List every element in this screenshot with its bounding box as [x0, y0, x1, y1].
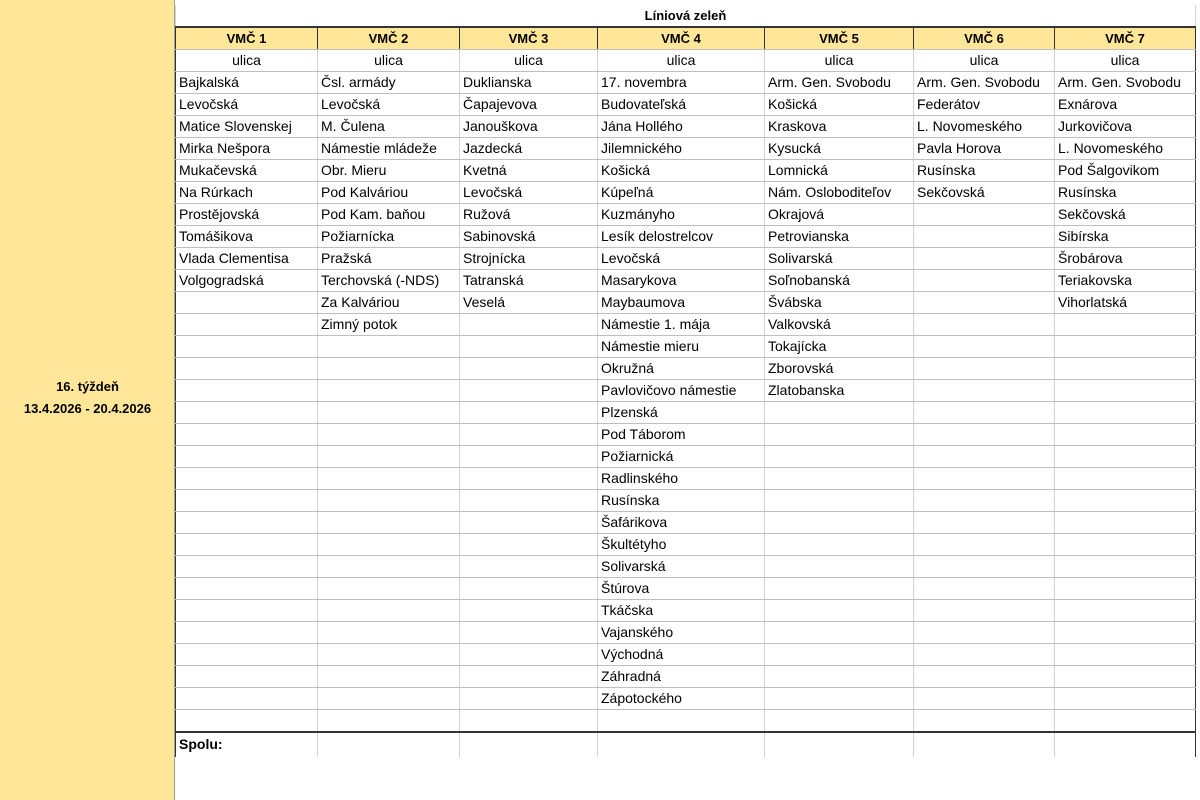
street-cell: Námestie 1. mája — [598, 314, 765, 336]
street-cell: Kuzmányho — [598, 204, 765, 226]
street-cell: Čsl. armády — [318, 72, 460, 94]
street-cell — [176, 666, 318, 688]
street-cell: Požiarnícka — [318, 226, 460, 248]
column-header: VMČ 3 — [460, 27, 598, 50]
column-header: VMČ 7 — [1055, 27, 1196, 50]
street-cell — [460, 556, 598, 578]
street-cell — [176, 578, 318, 600]
street-cell — [1055, 688, 1196, 710]
street-cell: Exnárova — [1055, 94, 1196, 116]
table-row — [176, 182, 1196, 204]
linear-greenery-table — [175, 5, 1196, 757]
table-row — [176, 314, 1196, 336]
street-cell: Bajkalská — [176, 72, 318, 94]
street-cell — [176, 292, 318, 314]
table-row — [176, 578, 1196, 600]
total-cell — [318, 732, 460, 757]
street-cell — [318, 336, 460, 358]
street-cell: Štúrova — [598, 578, 765, 600]
street-cell — [914, 556, 1055, 578]
street-cell — [460, 402, 598, 424]
street-cell — [914, 622, 1055, 644]
street-cell — [914, 248, 1055, 270]
total-cell — [1055, 732, 1196, 757]
week-panel — [0, 0, 175, 800]
street-cell — [914, 710, 1055, 732]
street-cell: Tatranská — [460, 270, 598, 292]
table-row — [176, 380, 1196, 402]
street-cell — [914, 446, 1055, 468]
street-cell — [914, 490, 1055, 512]
street-cell — [914, 534, 1055, 556]
street-cell: Tomášikova — [176, 226, 318, 248]
street-cell — [914, 358, 1055, 380]
street-cell — [460, 512, 598, 534]
table-row — [176, 248, 1196, 270]
table-row — [176, 710, 1196, 732]
street-cell — [318, 446, 460, 468]
table-row — [176, 644, 1196, 666]
street-subheader: ulica — [318, 50, 460, 72]
street-cell: Mirka Nešpora — [176, 138, 318, 160]
street-cell — [176, 468, 318, 490]
street-cell — [176, 688, 318, 710]
street-cell — [765, 644, 914, 666]
table-row — [176, 446, 1196, 468]
column-header: VMČ 6 — [914, 27, 1055, 50]
street-cell — [765, 556, 914, 578]
street-cell — [176, 556, 318, 578]
street-cell — [914, 424, 1055, 446]
street-cell: Rusínska — [598, 490, 765, 512]
street-cell — [318, 556, 460, 578]
street-cell — [765, 578, 914, 600]
street-cell: Jilemnického — [598, 138, 765, 160]
street-cell: Šafárikova — [598, 512, 765, 534]
table-row — [176, 490, 1196, 512]
total-cell — [460, 732, 598, 757]
street-cell: Tkáčska — [598, 600, 765, 622]
street-cell — [176, 644, 318, 666]
street-cell: Jurkovičova — [1055, 116, 1196, 138]
table-row — [176, 534, 1196, 556]
table-row — [176, 72, 1196, 94]
street-cell — [318, 622, 460, 644]
street-cell — [318, 600, 460, 622]
street-cell: Levočská — [176, 94, 318, 116]
street-cell — [1055, 556, 1196, 578]
street-cell — [1055, 314, 1196, 336]
street-cell: Tokajícka — [765, 336, 914, 358]
street-cell — [176, 336, 318, 358]
street-cell — [914, 688, 1055, 710]
street-cell: Pod Kalváriou — [318, 182, 460, 204]
street-cell — [318, 468, 460, 490]
street-cell: Záhradná — [598, 666, 765, 688]
column-header: VMČ 5 — [765, 27, 914, 50]
table-row — [176, 600, 1196, 622]
street-cell: Jazdecká — [460, 138, 598, 160]
street-cell — [460, 490, 598, 512]
street-cell: Federátov — [914, 94, 1055, 116]
total-cell — [914, 732, 1055, 757]
street-cell — [914, 578, 1055, 600]
street-cell — [176, 358, 318, 380]
total-cell — [598, 732, 765, 757]
street-cell: M. Čulena — [318, 116, 460, 138]
street-cell: Budovateľská — [598, 94, 765, 116]
street-cell: Vlada Clementisa — [176, 248, 318, 270]
street-subheader: ulica — [1055, 50, 1196, 72]
street-cell — [914, 226, 1055, 248]
street-cell: Kysucká — [765, 138, 914, 160]
street-cell — [460, 314, 598, 336]
table-row — [176, 138, 1196, 160]
street-cell: Nám. Osloboditeľov — [765, 182, 914, 204]
street-cell — [1055, 358, 1196, 380]
street-cell: Janouškova — [460, 116, 598, 138]
table-row — [176, 666, 1196, 688]
total-label: Spolu: — [176, 732, 318, 757]
table-row — [176, 622, 1196, 644]
street-cell — [318, 534, 460, 556]
street-cell — [914, 644, 1055, 666]
street-cell — [318, 688, 460, 710]
street-cell: Vajanského — [598, 622, 765, 644]
street-cell: Solivarská — [765, 248, 914, 270]
street-cell: Čapajevova — [460, 94, 598, 116]
street-cell: Pod Šalgovikom — [1055, 160, 1196, 182]
street-cell — [318, 512, 460, 534]
street-cell — [914, 270, 1055, 292]
street-cell: Námestie mieru — [598, 336, 765, 358]
street-cell: Kraskova — [765, 116, 914, 138]
street-cell — [1055, 402, 1196, 424]
street-cell — [318, 710, 460, 732]
street-cell: Terchovská (-NDS) — [318, 270, 460, 292]
street-cell: Okružná — [598, 358, 765, 380]
street-cell — [318, 358, 460, 380]
street-cell: L. Novomeského — [1055, 138, 1196, 160]
street-cell — [176, 446, 318, 468]
street-cell: Plzenská — [598, 402, 765, 424]
street-subheader: ulica — [598, 50, 765, 72]
street-cell: Petrovianska — [765, 226, 914, 248]
table-row — [176, 292, 1196, 314]
street-cell: Švábska — [765, 292, 914, 314]
street-cell — [1055, 578, 1196, 600]
table-row — [176, 424, 1196, 446]
street-cell: Volgogradská — [176, 270, 318, 292]
street-cell — [460, 380, 598, 402]
street-cell — [176, 622, 318, 644]
table-row — [176, 468, 1196, 490]
street-cell: Vihorlatská — [1055, 292, 1196, 314]
street-subheader: ulica — [176, 50, 318, 72]
street-cell — [765, 534, 914, 556]
street-cell — [1055, 468, 1196, 490]
week-number: 16. týždeň — [56, 379, 119, 394]
street-cell: Zimný potok — [318, 314, 460, 336]
table-row — [176, 226, 1196, 248]
street-cell: Prostějovská — [176, 204, 318, 226]
street-cell: Obr. Mieru — [318, 160, 460, 182]
street-cell — [460, 688, 598, 710]
street-cell — [914, 336, 1055, 358]
street-cell: Požiarnická — [598, 446, 765, 468]
street-cell — [176, 512, 318, 534]
street-cell — [1055, 380, 1196, 402]
street-cell: Matice Slovenskej — [176, 116, 318, 138]
street-cell: Pod Táborom — [598, 424, 765, 446]
street-cell — [765, 424, 914, 446]
street-cell — [460, 336, 598, 358]
table-row — [176, 512, 1196, 534]
street-cell: Pražská — [318, 248, 460, 270]
street-cell: Zápotockého — [598, 688, 765, 710]
street-cell — [318, 380, 460, 402]
street-cell — [1055, 600, 1196, 622]
subheader-row — [176, 50, 1196, 72]
street-cell: Masarykova — [598, 270, 765, 292]
street-cell: Na Rúrkach — [176, 182, 318, 204]
total-cell — [765, 732, 914, 757]
street-cell — [318, 644, 460, 666]
table-row — [176, 270, 1196, 292]
column-header: VMČ 1 — [176, 27, 318, 50]
street-cell — [460, 710, 598, 732]
street-cell — [460, 622, 598, 644]
table-row — [176, 336, 1196, 358]
street-cell: Východná — [598, 644, 765, 666]
street-cell: Levočská — [598, 248, 765, 270]
street-cell — [460, 666, 598, 688]
street-cell — [176, 600, 318, 622]
street-cell — [176, 424, 318, 446]
street-cell: Námestie mládeže — [318, 138, 460, 160]
street-cell: Škultétyho — [598, 534, 765, 556]
street-cell — [914, 402, 1055, 424]
street-cell: Arm. Gen. Svobodu — [765, 72, 914, 94]
street-cell: Strojnícka — [460, 248, 598, 270]
street-cell — [1055, 446, 1196, 468]
street-cell — [765, 666, 914, 688]
street-cell — [318, 424, 460, 446]
street-cell: Solivarská — [598, 556, 765, 578]
table-row — [176, 688, 1196, 710]
street-cell — [460, 644, 598, 666]
header-row — [176, 27, 1196, 50]
street-cell — [460, 534, 598, 556]
street-cell — [1055, 424, 1196, 446]
street-cell: Jána Hollého — [598, 116, 765, 138]
total-row — [176, 732, 1196, 757]
street-subheader: ulica — [460, 50, 598, 72]
street-cell: Košická — [598, 160, 765, 182]
street-cell — [1055, 336, 1196, 358]
table-row — [176, 556, 1196, 578]
street-cell: Rusínska — [914, 160, 1055, 182]
street-cell: Valkovská — [765, 314, 914, 336]
street-cell — [765, 490, 914, 512]
street-cell — [765, 468, 914, 490]
street-cell — [460, 424, 598, 446]
street-cell: Košická — [765, 94, 914, 116]
street-cell: Lesík delostrelcov — [598, 226, 765, 248]
street-cell — [914, 666, 1055, 688]
street-cell: Zlatobanska — [765, 380, 914, 402]
street-cell: Levočská — [318, 94, 460, 116]
week-label — [0, 376, 175, 420]
table-row — [176, 160, 1196, 182]
street-cell: Teriakovska — [1055, 270, 1196, 292]
column-header: VMČ 2 — [318, 27, 460, 50]
street-cell: Rusínska — [1055, 182, 1196, 204]
street-cell — [765, 710, 914, 732]
table-row — [176, 116, 1196, 138]
street-cell: Pod Kam. baňou — [318, 204, 460, 226]
street-cell — [460, 446, 598, 468]
street-cell — [765, 622, 914, 644]
street-cell — [914, 292, 1055, 314]
street-cell: Veselá — [460, 292, 598, 314]
street-cell: Duklianska — [460, 72, 598, 94]
street-cell — [1055, 512, 1196, 534]
street-cell: L. Novomeského — [914, 116, 1055, 138]
street-cell — [914, 512, 1055, 534]
street-cell — [318, 490, 460, 512]
street-cell: Sibírska — [1055, 226, 1196, 248]
sheet-title: Líniová zeleň — [176, 5, 1196, 27]
street-subheader: ulica — [914, 50, 1055, 72]
street-cell — [460, 358, 598, 380]
street-cell — [460, 600, 598, 622]
street-cell — [914, 380, 1055, 402]
street-cell — [1055, 710, 1196, 732]
street-cell — [1055, 644, 1196, 666]
street-cell — [765, 600, 914, 622]
street-cell: Okrajová — [765, 204, 914, 226]
street-cell — [318, 666, 460, 688]
street-cell: Zborovská — [765, 358, 914, 380]
street-cell: Soľnobanská — [765, 270, 914, 292]
street-cell: Ružová — [460, 204, 598, 226]
street-cell: Mukačevská — [176, 160, 318, 182]
street-cell: Kvetná — [460, 160, 598, 182]
street-cell: Pavla Horova — [914, 138, 1055, 160]
title-row — [176, 5, 1196, 27]
table-row — [176, 94, 1196, 116]
street-cell — [176, 534, 318, 556]
street-cell — [176, 490, 318, 512]
street-cell — [914, 468, 1055, 490]
table-row — [176, 358, 1196, 380]
street-cell — [765, 688, 914, 710]
street-cell — [176, 710, 318, 732]
street-cell: Kúpeľná — [598, 182, 765, 204]
street-cell: 17. novembra — [598, 72, 765, 94]
street-cell — [460, 468, 598, 490]
street-cell: Sabinovská — [460, 226, 598, 248]
street-cell — [598, 710, 765, 732]
street-cell: Radlinského — [598, 468, 765, 490]
street-cell: Šrobárova — [1055, 248, 1196, 270]
street-cell — [1055, 534, 1196, 556]
street-cell — [1055, 666, 1196, 688]
street-cell — [460, 578, 598, 600]
week-date-range: 13.4.2026 - 20.4.2026 — [23, 401, 152, 416]
street-cell: Sekčovská — [914, 182, 1055, 204]
street-cell — [765, 446, 914, 468]
street-cell: Levočská — [460, 182, 598, 204]
street-cell — [765, 402, 914, 424]
street-cell — [914, 204, 1055, 226]
street-cell: Pavlovičovo námestie — [598, 380, 765, 402]
street-cell: Sekčovská — [1055, 204, 1196, 226]
street-cell — [176, 314, 318, 336]
column-header: VMČ 4 — [598, 27, 765, 50]
street-subheader: ulica — [765, 50, 914, 72]
street-cell — [318, 578, 460, 600]
street-cell — [1055, 490, 1196, 512]
street-cell: Maybaumova — [598, 292, 765, 314]
street-cell — [914, 600, 1055, 622]
street-cell — [176, 402, 318, 424]
table-row — [176, 204, 1196, 226]
table-row — [176, 402, 1196, 424]
street-cell: Za Kalváriou — [318, 292, 460, 314]
street-cell: Arm. Gen. Svobodu — [914, 72, 1055, 94]
street-cell — [914, 314, 1055, 336]
street-cell — [1055, 622, 1196, 644]
street-cell — [318, 402, 460, 424]
street-cell: Lomnická — [765, 160, 914, 182]
street-cell: Arm. Gen. Svobodu — [1055, 72, 1196, 94]
street-cell — [765, 512, 914, 534]
street-cell — [176, 380, 318, 402]
